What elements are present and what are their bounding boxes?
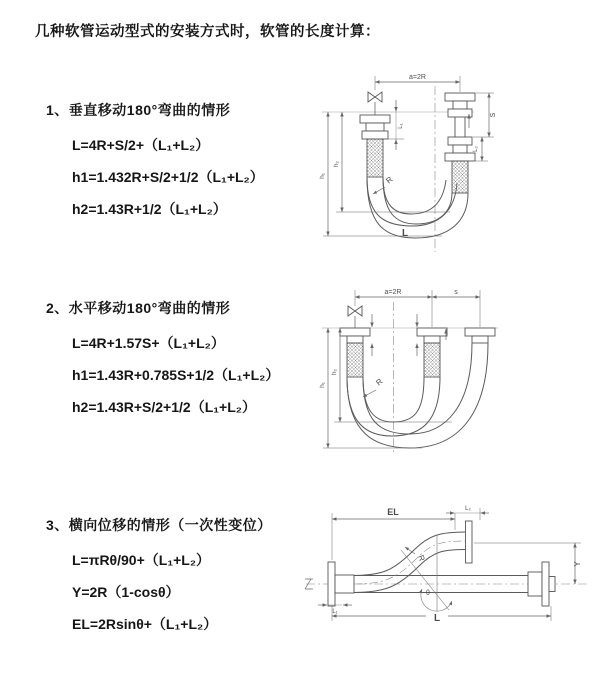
dim-label-h1: h₁ [319,382,326,388]
page-title: 几种软管运动型式的安装方式时，软管的长度计算： [35,24,380,40]
section-3-heading: 3、横向位移的情形（一次性变位） [46,517,272,533]
dim-label-a2r: a=2R [409,74,426,81]
dim-label-l2: L₂ [473,146,479,152]
dimension-lines [318,508,581,621]
dim-label-l1: L₁ [332,609,338,615]
right-flange [528,562,555,606]
formula-line: L=πRθ/90+（L₁+L₂） [72,552,211,568]
diagram-vertical-180-bend [312,66,592,263]
dim-label-h2: h₂ [331,368,338,376]
section-vertical-movement [46,100,264,225]
radius-label: R [416,553,427,563]
left-flange [328,562,354,606]
section-1-formulas [72,129,264,225]
dim-label-h2: h₂ [333,160,340,168]
hose-centerline [354,541,466,584]
dim-label-y: Y [573,561,582,567]
formula-line: L=4R+1.57S+（L₁+L₂） [72,335,225,351]
formula-line: h1=1.43R+0.785S+1/2（L₁+L₂） [72,367,280,383]
dim-label-h1: h₁ [319,173,326,179]
section-lateral-displacement [46,515,272,640]
formula-line: h2=1.43R+1/2（L₁+L₂） [72,201,227,217]
braided-hose-section [347,343,363,377]
radius-label: R [384,174,395,186]
hose-curves [347,343,488,448]
length-label: L [401,228,409,239]
displaced-pipe [465,328,495,343]
formula-line: L=4R+S/2+（L₁+L₂） [72,137,210,153]
diagram-3-svg [298,503,598,651]
section-horizontal-movement [46,298,279,423]
section-2-formulas [72,327,279,423]
diagram-2-svg [310,280,595,458]
braided-hose-section [424,343,440,377]
diagram-1-svg [312,66,592,258]
right-pipe [445,93,475,193]
dim-label-l2: L₂ [465,506,471,512]
formula-line: EL=2Rsinθ+（L₁+L₂） [72,616,218,632]
formula-line: h2=1.43R+S/2+1/2（L₁+L₂） [72,399,256,415]
radius-label: R [374,376,385,388]
left-pipe-with-valve [340,306,370,377]
diagram-lateral-displacement [298,503,598,656]
construction-lines [401,535,452,611]
section-2-heading: 2、水平移动180°弯曲的情形 [46,300,231,316]
formula-line: h1=1.432R+S/2+1/2（L₁+L₂） [72,169,264,185]
braided-hose-section [367,139,383,177]
hose-s-curve [354,532,466,593]
valve-icon [348,306,355,316]
length-label: L [433,613,441,624]
dim-label-s: s [454,289,458,296]
section-1-heading: 1、垂直移动180°弯曲的情形 [46,102,231,118]
dim-label-a2r: a=2R [384,289,402,296]
dim-label-l1: L₁ [398,123,404,129]
valve-icon [368,92,375,102]
angle-theta-label: θ [426,590,430,597]
diagram-horizontal-180-bend [310,280,595,463]
dim-label-el: EL [387,507,399,517]
middle-pipe [417,328,447,377]
top-flange [466,521,473,563]
dim-label-s: S [490,112,497,118]
left-pipe-with-valve [360,92,390,177]
dimension-lines [323,290,480,448]
braided-hose-section [452,161,468,193]
section-3-formulas [72,544,272,640]
formula-line: Y=2R（1-cosθ） [72,584,180,600]
